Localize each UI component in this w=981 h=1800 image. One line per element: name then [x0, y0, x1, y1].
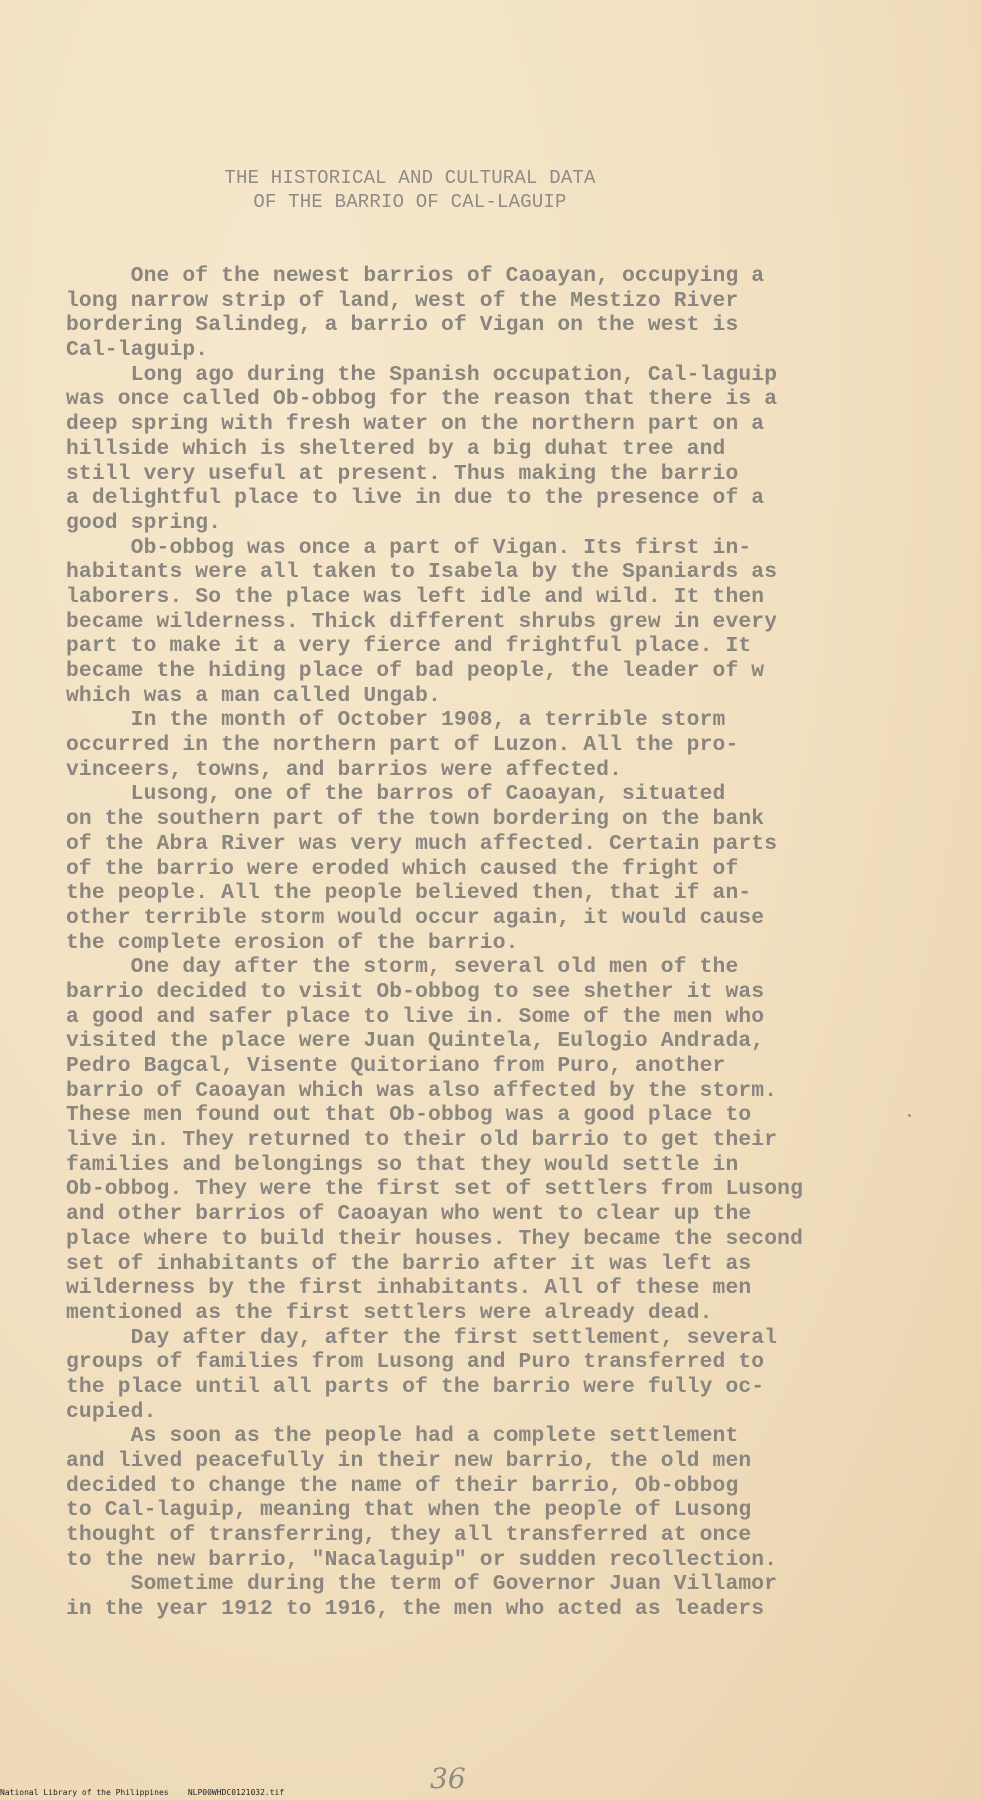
text-line: of the Abra River was very much affected. Certain parts	[66, 831, 778, 856]
text-line: a good and safer place to live in. Some of the men who	[66, 1004, 765, 1029]
text-line: Lusong, one of the barros of Caoayan, situated	[66, 782, 726, 807]
page-number: 36	[430, 1762, 466, 1795]
text-line: to Cal-laguip, meaning that when the people of Lusong	[66, 1498, 752, 1523]
text-line: One of the newest barrios of Caoayan, occupying a	[66, 264, 765, 288]
text-line: cupied.	[66, 1399, 157, 1424]
text-line: visited the place were Juan Quintela, Eulogio Andrada,	[66, 1029, 765, 1054]
text-line: groups of families from Lusong and Puro transferred to	[66, 1350, 765, 1375]
text-line: As soon as the people had a complete settlement	[66, 1424, 739, 1449]
text-line: part to make it a very fierce and frightful place. It	[66, 634, 752, 659]
title-line: THE HISTORICAL AND CULTURAL DATA	[224, 167, 596, 189]
text-line: One day after the storm, several old men of the	[66, 955, 739, 980]
text-line: became the hiding place of bad people, the leader of w	[66, 659, 765, 683]
text-line: on the southern part of the town bordering on the bank	[66, 807, 765, 832]
text-line: barrio of Caoayan which was also affected by the storm.	[66, 1078, 778, 1103]
text-line: bordering Salindeg, a barrio of Vigan on the west is	[66, 313, 739, 338]
text-line: barrio decided to visit Ob-obbog to see shether it was	[66, 979, 765, 1004]
text-line: In the month of October 1908, a terrible storm	[66, 708, 726, 733]
paper-speck	[908, 1114, 911, 1117]
text-line: occurred in the northern part of Luzon. All the pro-	[66, 733, 739, 758]
text-line: set of inhabitants of the barrio after it was left as	[66, 1251, 752, 1276]
text-line: thought of transferring, they all transferred at once	[66, 1523, 752, 1548]
text-line: which was a man called Ungab.	[66, 683, 441, 708]
text-line: place where to build their houses. They became the second	[66, 1226, 804, 1251]
text-line: Cal-laguip.	[66, 338, 209, 363]
text-line: Ob-obbog. They were the first set of settlers from Lusong	[66, 1177, 804, 1202]
text-line: vinceers, towns, and barrios were affected.	[66, 757, 622, 782]
text-line: and other barrios of Caoayan who went to clear up the	[66, 1202, 752, 1227]
archive-footer: National Library of the Philippines NLP00WHDC0121032.tif	[0, 1788, 285, 1797]
text-line: decided to change the name of their barrio, Ob-obbog	[66, 1473, 739, 1498]
text-line: laborers. So the place was left idle and wild. It then	[66, 584, 765, 609]
text-line: Sometime during the term of Governor Juan Villamor	[66, 1572, 778, 1597]
text-line: to the new barrio, "Nacalaguip" or sudden recollection.	[66, 1547, 778, 1572]
text-line: became wilderness. Thick different shrubs grew in every	[66, 609, 778, 634]
text-line: hillside which is sheltered by a big duhat tree and	[66, 436, 726, 461]
text-line: wilderness by the first inhabitants. All of these men	[66, 1276, 752, 1301]
text-line: was once called Ob-obbog for the reason that there is a	[66, 387, 778, 412]
document-body	[66, 264, 946, 1622]
text-line: still very useful at present. Thus making the barrio	[66, 461, 739, 486]
text-line: These men found out that Ob-obbog was a good place to	[66, 1103, 752, 1128]
text-line: Ob-obbog was once a part of Vigan. Its first in-	[66, 535, 752, 560]
text-line: the place until all parts of the barrio were fully oc-	[66, 1374, 765, 1399]
text-line: long narrow strip of land, west of the Mestizo River	[66, 288, 739, 313]
text-line: other terrible storm would occur again, it would cause	[66, 905, 765, 930]
text-line: good spring.	[66, 510, 222, 535]
text-line: Pedro Bagcal, Visente Quitoriano from Puro, another	[66, 1054, 726, 1078]
text-line: the complete erosion of the barrio.	[66, 930, 519, 955]
text-line: deep spring with fresh water on the northern part on a	[66, 412, 765, 437]
text-line: families and belongings so that they would settle in	[66, 1152, 739, 1177]
text-line: live in. They returned to their old barrio to get their	[66, 1128, 778, 1153]
text-line: habitants were all taken to Isabela by the Spaniards as	[66, 560, 778, 585]
title-line: OF THE BARRIO OF CAL-LAGUIP	[253, 191, 567, 213]
text-line: in the year 1912 to 1916, the men who acted as leaders	[66, 1597, 765, 1622]
text-line: and lived peacefully in their new barrio, the old men	[66, 1449, 752, 1473]
text-line: Long ago during the Spanish occupation, Cal-laguip	[66, 362, 778, 387]
text-line: a delightful place to live in due to the presence of a	[66, 486, 765, 511]
text-line: of the barrio were eroded which caused the fright of	[66, 856, 739, 881]
document-title	[150, 166, 670, 214]
text-line: mentioned as the first settlers were already dead.	[66, 1300, 713, 1325]
text-line: the people. All the people believed then, that if an-	[66, 881, 752, 906]
text-line: Day after day, after the first settlement, several	[66, 1325, 778, 1350]
